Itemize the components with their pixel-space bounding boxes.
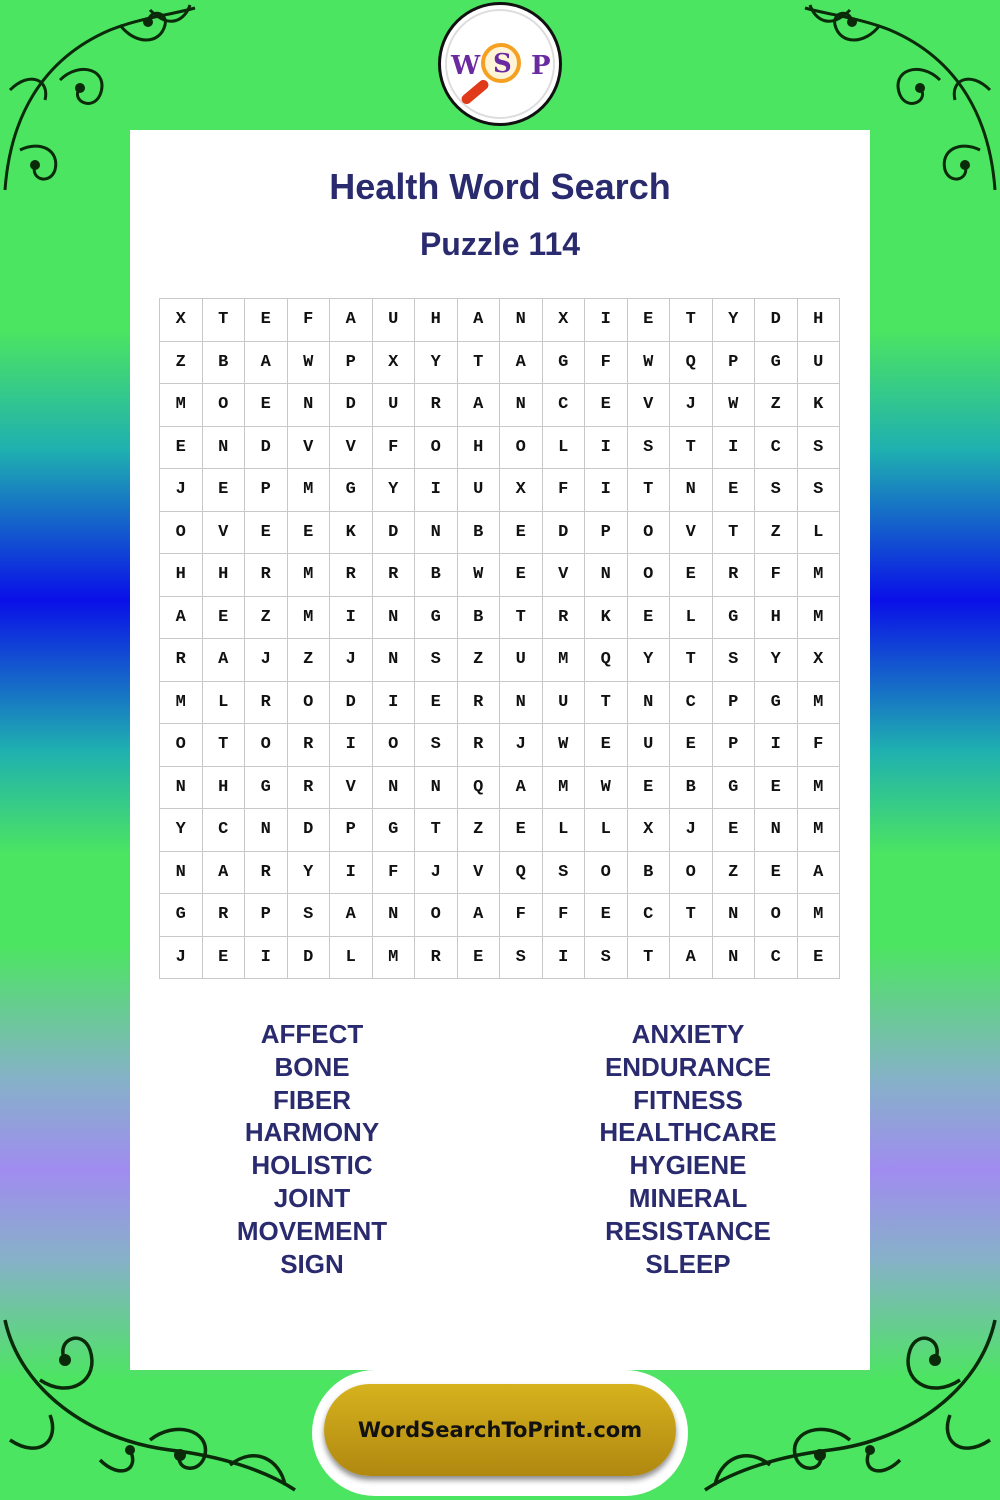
word-list-item: RESISTANCE [605,1215,771,1246]
grid-cell[interactable]: I [755,724,798,767]
grid-cell[interactable]: E [585,384,628,427]
grid-cell[interactable]: Q [500,852,543,895]
grid-cell[interactable]: E [670,554,713,597]
website-link[interactable]: WordSearchToPrint.com [324,1384,676,1476]
grid-cell[interactable]: O [415,894,458,937]
grid-cell[interactable]: N [160,852,203,895]
grid-cell[interactable]: O [670,852,713,895]
grid-cell[interactable]: Z [160,342,203,385]
grid-cell[interactable]: J [670,384,713,427]
grid-cell[interactable]: E [670,724,713,767]
grid-cell[interactable]: G [415,597,458,640]
grid-cell[interactable]: L [543,809,586,852]
grid-cell[interactable]: N [500,299,543,342]
grid-cell[interactable]: A [160,597,203,640]
grid-cell[interactable]: L [203,682,246,725]
grid-cell[interactable]: X [500,469,543,512]
grid-cell[interactable]: L [670,597,713,640]
grid-cell[interactable]: B [203,342,246,385]
grid-cell[interactable]: R [245,554,288,597]
grid-cell[interactable]: N [415,512,458,555]
grid-cell[interactable]: Z [755,384,798,427]
grid-cell[interactable]: V [670,512,713,555]
grid-cell[interactable]: N [160,767,203,810]
grid-cell[interactable]: A [458,384,501,427]
grid-cell[interactable]: R [373,554,416,597]
grid-cell[interactable]: X [160,299,203,342]
grid-cell[interactable]: P [585,512,628,555]
grid-cell[interactable]: V [628,384,671,427]
grid-cell[interactable]: Z [755,512,798,555]
grid-cell[interactable]: P [245,469,288,512]
grid-cell[interactable]: D [288,809,331,852]
grid-cell[interactable]: V [330,767,373,810]
grid-cell[interactable]: R [543,597,586,640]
grid-cell[interactable]: H [160,554,203,597]
grid-cell[interactable]: E [628,299,671,342]
grid-cell[interactable]: C [203,809,246,852]
grid-cell[interactable]: E [628,767,671,810]
grid-cell[interactable]: S [543,852,586,895]
grid-cell[interactable]: H [203,767,246,810]
grid-cell[interactable]: E [203,597,246,640]
grid-cell[interactable]: O [288,682,331,725]
grid-cell[interactable]: E [585,724,628,767]
logo-letter-p: P [531,51,551,81]
grid-cell[interactable]: R [245,852,288,895]
word-list-item: SLEEP [645,1248,731,1279]
grid-cell[interactable]: J [245,639,288,682]
grid-cell[interactable]: N [373,767,416,810]
grid-cell[interactable]: R [415,937,458,980]
grid-cell[interactable]: F [543,894,586,937]
grid-cell[interactable]: E [798,937,841,980]
grid-cell[interactable]: Y [373,469,416,512]
word-list-item: SIGN [280,1248,344,1279]
grid-cell[interactable]: F [543,469,586,512]
grid-cell[interactable]: R [415,384,458,427]
grid-cell[interactable]: V [288,427,331,470]
grid-cell[interactable]: E [500,512,543,555]
grid-cell[interactable]: L [330,937,373,980]
grid-cell[interactable]: N [713,937,756,980]
puzzle-number: Puzzle 114 [419,226,581,262]
grid-cell[interactable]: F [288,299,331,342]
grid-cell[interactable]: F [798,724,841,767]
grid-cell[interactable]: E [160,427,203,470]
grid-cell[interactable]: M [288,597,331,640]
grid-cell[interactable]: N [500,384,543,427]
grid-cell[interactable]: G [330,469,373,512]
grid-cell[interactable]: S [500,937,543,980]
grid-cell[interactable]: C [755,937,798,980]
grid-cell[interactable]: M [543,767,586,810]
grid-cell[interactable]: R [458,724,501,767]
grid-cell[interactable]: R [245,682,288,725]
grid-cell[interactable]: G [543,342,586,385]
word-list-item: HOLISTIC [251,1150,373,1181]
grid-cell[interactable]: O [628,512,671,555]
grid-cell[interactable]: O [203,384,246,427]
grid-cell[interactable]: N [628,682,671,725]
grid-cell[interactable]: V [543,554,586,597]
grid-cell[interactable]: J [500,724,543,767]
grid-cell[interactable]: T [500,597,543,640]
grid-cell[interactable]: B [458,512,501,555]
grid-cell[interactable]: N [245,809,288,852]
grid-cell[interactable]: O [415,427,458,470]
grid-cell[interactable]: C [628,894,671,937]
grid-cell[interactable]: B [458,597,501,640]
grid-cell[interactable]: U [543,682,586,725]
grid-cell[interactable]: A [458,299,501,342]
grid-cell[interactable]: G [245,767,288,810]
grid-cell[interactable]: L [798,512,841,555]
grid-cell[interactable]: P [713,342,756,385]
grid-cell[interactable]: I [585,469,628,512]
grid-cell[interactable]: N [500,682,543,725]
grid-cell[interactable]: N [585,554,628,597]
word-list-item: FITNESS [633,1084,743,1115]
grid-cell[interactable]: G [160,894,203,937]
word-list-item: ANXIETY [631,1019,745,1049]
word-list-item: HARMONY [244,1117,380,1148]
grid-cell[interactable]: A [330,299,373,342]
grid-cell[interactable]: M [798,809,841,852]
grid-cell[interactable]: G [373,809,416,852]
grid-cell[interactable]: X [373,342,416,385]
grid-cell[interactable]: I [330,724,373,767]
grid-cell[interactable]: D [330,384,373,427]
grid-cell[interactable]: F [755,554,798,597]
grid-cell[interactable]: T [670,639,713,682]
grid-cell[interactable]: A [670,937,713,980]
grid-cell[interactable]: E [628,597,671,640]
grid-cell[interactable]: X [798,639,841,682]
grid-cell[interactable]: P [330,809,373,852]
grid-cell[interactable]: T [670,299,713,342]
grid-cell[interactable]: D [330,682,373,725]
word-list-left [162,1018,462,1280]
grid-cell[interactable]: G [755,682,798,725]
grid-cell[interactable]: B [415,554,458,597]
grid-cell[interactable]: M [798,894,841,937]
grid-cell[interactable]: I [713,427,756,470]
grid-cell[interactable]: B [670,767,713,810]
grid-cell[interactable]: U [458,469,501,512]
grid-cell[interactable]: S [415,639,458,682]
grid-cell[interactable]: O [585,852,628,895]
grid-cell[interactable]: M [798,597,841,640]
grid-cell[interactable]: I [330,852,373,895]
grid-cell[interactable]: O [628,554,671,597]
word-list-item: MOVEMENT [236,1215,388,1246]
grid-cell[interactable]: R [458,682,501,725]
grid-cell[interactable]: X [543,299,586,342]
grid-cell[interactable]: E [203,469,246,512]
grid-cell[interactable]: Q [458,767,501,810]
grid-cell[interactable]: N [288,384,331,427]
grid-cell[interactable]: H [798,299,841,342]
grid-cell[interactable]: S [755,469,798,512]
grid-cell[interactable]: W [628,342,671,385]
grid-cell[interactable]: Z [458,809,501,852]
grid-cell[interactable]: X [628,809,671,852]
grid-cell[interactable]: M [798,767,841,810]
grid-cell[interactable]: E [203,937,246,980]
grid-cell[interactable]: Y [415,342,458,385]
grid-cell[interactable]: A [245,342,288,385]
grid-cell[interactable]: O [500,427,543,470]
grid-cell[interactable]: H [415,299,458,342]
grid-cell[interactable]: T [203,299,246,342]
wsp-logo [438,2,562,126]
grid-cell[interactable]: A [203,639,246,682]
grid-cell[interactable]: R [713,554,756,597]
grid-cell[interactable]: F [373,852,416,895]
grid-cell[interactable]: K [798,384,841,427]
grid-cell[interactable]: W [288,342,331,385]
logo-letter-s: S [493,49,512,79]
grid-cell[interactable]: H [203,554,246,597]
grid-cell[interactable]: R [288,767,331,810]
grid-cell[interactable]: W [585,767,628,810]
grid-cell[interactable]: J [330,639,373,682]
grid-cell[interactable]: N [373,597,416,640]
grid-cell[interactable]: N [373,894,416,937]
grid-cell[interactable]: S [288,894,331,937]
page-title: Health Word Search [329,166,671,207]
word-list-item: BONE [274,1051,350,1082]
grid-cell[interactable]: Q [670,342,713,385]
grid-cell[interactable]: C [755,427,798,470]
grid-cell[interactable]: E [245,299,288,342]
grid-cell[interactable]: E [713,469,756,512]
grid-cell[interactable]: T [415,809,458,852]
letter-grid [159,298,840,979]
grid-cell[interactable]: O [160,512,203,555]
grid-cell[interactable]: O [245,724,288,767]
puzzle-card [130,130,870,1370]
grid-cell[interactable]: M [288,469,331,512]
grid-cell[interactable]: P [245,894,288,937]
grid-cell[interactable]: A [500,767,543,810]
grid-cell[interactable]: D [543,512,586,555]
grid-cell[interactable]: O [755,894,798,937]
grid-cell[interactable]: F [500,894,543,937]
grid-cell[interactable]: I [245,937,288,980]
grid-cell[interactable]: Y [288,852,331,895]
grid-cell[interactable]: N [415,767,458,810]
grid-cell[interactable]: M [798,682,841,725]
grid-cell[interactable]: N [755,809,798,852]
grid-cell[interactable]: A [798,852,841,895]
grid-cell[interactable]: U [628,724,671,767]
grid-cell[interactable]: I [415,469,458,512]
grid-cell[interactable]: T [628,469,671,512]
grid-cell[interactable]: P [713,682,756,725]
word-list-item: MINERAL [628,1182,748,1213]
grid-cell[interactable]: L [585,809,628,852]
grid-cell[interactable]: M [798,554,841,597]
word-list-item: JOINT [273,1182,351,1213]
grid-cell[interactable]: J [160,937,203,980]
grid-cell[interactable]: E [458,937,501,980]
grid-cell[interactable]: M [373,937,416,980]
grid-cell[interactable]: D [755,299,798,342]
grid-cell[interactable]: K [585,597,628,640]
grid-cell[interactable]: F [585,342,628,385]
grid-cell[interactable]: F [373,427,416,470]
logo-letter-w: W [451,51,481,81]
grid-cell[interactable]: Z [458,639,501,682]
grid-cell[interactable]: N [713,894,756,937]
grid-cell[interactable]: O [373,724,416,767]
grid-cell[interactable]: H [755,597,798,640]
grid-cell[interactable]: D [245,427,288,470]
grid-cell[interactable]: L [543,427,586,470]
grid-cell[interactable]: J [415,852,458,895]
grid-cell[interactable]: A [330,894,373,937]
grid-cell[interactable]: E [755,767,798,810]
grid-cell[interactable]: S [713,639,756,682]
grid-cell[interactable]: S [585,937,628,980]
grid-cell[interactable]: V [458,852,501,895]
grid-cell[interactable]: D [288,937,331,980]
grid-cell[interactable]: E [245,384,288,427]
grid-cell[interactable]: S [415,724,458,767]
grid-cell[interactable]: G [755,342,798,385]
word-list-item: HEALTHCARE [599,1117,777,1148]
grid-cell[interactable]: Y [755,639,798,682]
grid-cell[interactable]: T [458,342,501,385]
grid-cell[interactable]: D [373,512,416,555]
grid-cell[interactable]: G [713,767,756,810]
grid-cell[interactable]: W [713,384,756,427]
grid-cell[interactable]: W [458,554,501,597]
grid-cell[interactable]: A [203,852,246,895]
grid-cell[interactable]: P [713,724,756,767]
grid-cell[interactable]: E [288,512,331,555]
grid-cell[interactable]: U [373,384,416,427]
word-list-item: AFFECT [260,1019,364,1049]
grid-cell[interactable]: T [713,512,756,555]
grid-cell[interactable]: I [373,682,416,725]
grid-cell[interactable]: Z [245,597,288,640]
grid-cell[interactable]: B [628,852,671,895]
grid-cell[interactable]: N [373,639,416,682]
grid-cell[interactable]: I [585,427,628,470]
grid-cell[interactable]: E [415,682,458,725]
grid-cell[interactable]: I [585,299,628,342]
grid-cell[interactable]: E [500,809,543,852]
grid-cell[interactable]: Z [713,852,756,895]
word-list-item: FIBER [273,1084,351,1115]
grid-cell[interactable]: P [330,342,373,385]
grid-cell[interactable]: M [288,554,331,597]
grid-cell[interactable]: E [713,809,756,852]
grid-cell[interactable]: E [585,894,628,937]
grid-cell[interactable]: Y [160,809,203,852]
grid-cell[interactable]: M [543,639,586,682]
grid-cell[interactable]: R [330,554,373,597]
footer-badge [312,1370,688,1496]
grid-cell[interactable]: J [670,809,713,852]
grid-cell[interactable]: T [670,894,713,937]
grid-cell[interactable]: O [160,724,203,767]
grid-cell[interactable]: T [203,724,246,767]
grid-cell[interactable]: T [628,937,671,980]
grid-cell[interactable]: H [458,427,501,470]
grid-cell[interactable]: U [798,342,841,385]
grid-cell[interactable]: R [288,724,331,767]
grid-cell[interactable]: E [755,852,798,895]
grid-cell[interactable]: S [798,469,841,512]
grid-cell[interactable]: S [628,427,671,470]
grid-cell[interactable]: E [500,554,543,597]
grid-cell[interactable]: Z [288,639,331,682]
grid-cell[interactable]: Q [585,639,628,682]
word-list-item: ENDURANCE [604,1051,772,1082]
grid-cell[interactable]: M [160,682,203,725]
grid-cell[interactable]: K [330,512,373,555]
grid-cell[interactable]: I [543,937,586,980]
grid-cell[interactable]: U [373,299,416,342]
grid-cell[interactable]: C [543,384,586,427]
grid-cell[interactable]: V [203,512,246,555]
grid-cell[interactable]: C [670,682,713,725]
grid-cell[interactable]: W [543,724,586,767]
grid-cell[interactable]: T [585,682,628,725]
grid-cell[interactable]: G [713,597,756,640]
grid-cell[interactable]: A [500,342,543,385]
grid-cell[interactable]: R [160,639,203,682]
grid-cell[interactable]: A [458,894,501,937]
grid-cell[interactable]: J [160,469,203,512]
grid-cell[interactable]: E [245,512,288,555]
grid-cell[interactable]: Y [628,639,671,682]
grid-cell[interactable]: T [670,427,713,470]
grid-cell[interactable]: M [160,384,203,427]
grid-cell[interactable]: N [203,427,246,470]
grid-cell[interactable]: U [500,639,543,682]
grid-cell[interactable]: R [203,894,246,937]
grid-cell[interactable]: V [330,427,373,470]
word-list-right [538,1018,838,1280]
grid-cell[interactable]: N [670,469,713,512]
grid-cell[interactable]: Y [713,299,756,342]
grid-cell[interactable]: I [330,597,373,640]
grid-cell[interactable]: S [798,427,841,470]
word-list-item: HYGIENE [629,1150,747,1181]
